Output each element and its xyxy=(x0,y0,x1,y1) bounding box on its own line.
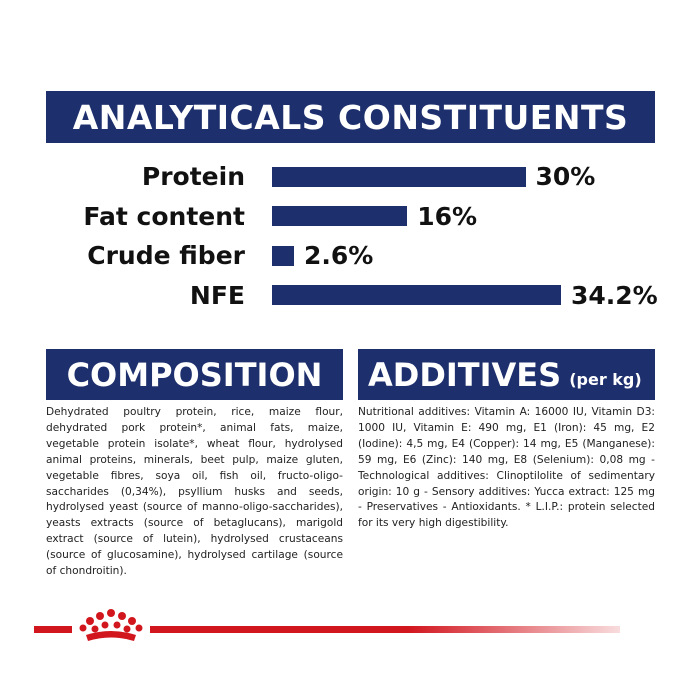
crude-fiber-value: 2.6% xyxy=(304,241,374,270)
nfe-bar xyxy=(272,285,561,305)
additives-banner xyxy=(358,349,655,400)
composition-title: COMPOSITION xyxy=(46,349,343,400)
nfe-label: NFE xyxy=(189,281,245,310)
nfe-value: 34.2% xyxy=(570,281,658,310)
composition-text: Dehydrated poultry protein, rice, maize flour, dehydrated pork protein*, animal fats, maize, vegetable protein isolate*, wheat flour, hydrolysed animal proteins, minerals, beet pulp, maize gluten, vegetable fibres, soya oil, fish oil, fructo-oligo-saccharides (0,34%), psyllium husks and seeds, hydrolysed yeast (source of manno-oligo-saccharides), yeasts extracts (source of betaglucans), marigold extract (source of lutein), hydrolysed crustaceans (source of glucosamine), hydrolysed cartilage (source of chondroitin). xyxy=(46,406,343,578)
additives-text: Nutritional additives: Vitamin A: 16000 IU, Vitamin D3: 1000 IU, Vitamin E: 490 mg, E1 (Iron): 45 mg, E2 (Iodine): 4,5 mg, E4 (Copper): 14 mg, E5 (Manganese): 59 mg, E6 (Zinc): 140 mg, E8 (Selenium): 0,08 mg - Technological additives: Clinoptilolite of sedimentary origin: 10 g - Sensory additives: Yucca extract: 125 mg - Preservatives - Antioxidants. * L.I.P.: protein selected for its very high digestibility. xyxy=(358,406,655,530)
footer-red-line-left xyxy=(34,626,72,633)
fat-content-value: 16% xyxy=(417,202,478,231)
fat-content-label: Fat content xyxy=(83,202,245,231)
footer-red-line-right xyxy=(150,626,620,633)
additives-title: ADDITIVES xyxy=(368,355,562,394)
additives-subtitle: (per kg) xyxy=(569,370,642,389)
crude-fiber-bar xyxy=(272,246,294,266)
crude-fiber-label: Crude fiber xyxy=(87,241,245,270)
fat-content-bar xyxy=(272,206,407,226)
protein-label: Protein xyxy=(141,162,245,191)
protein-bar xyxy=(272,167,526,187)
crown-icon xyxy=(78,608,144,644)
analytics-title: ANALYTICALS CONSTITUENTS xyxy=(46,91,655,143)
protein-value: 30% xyxy=(535,162,596,191)
